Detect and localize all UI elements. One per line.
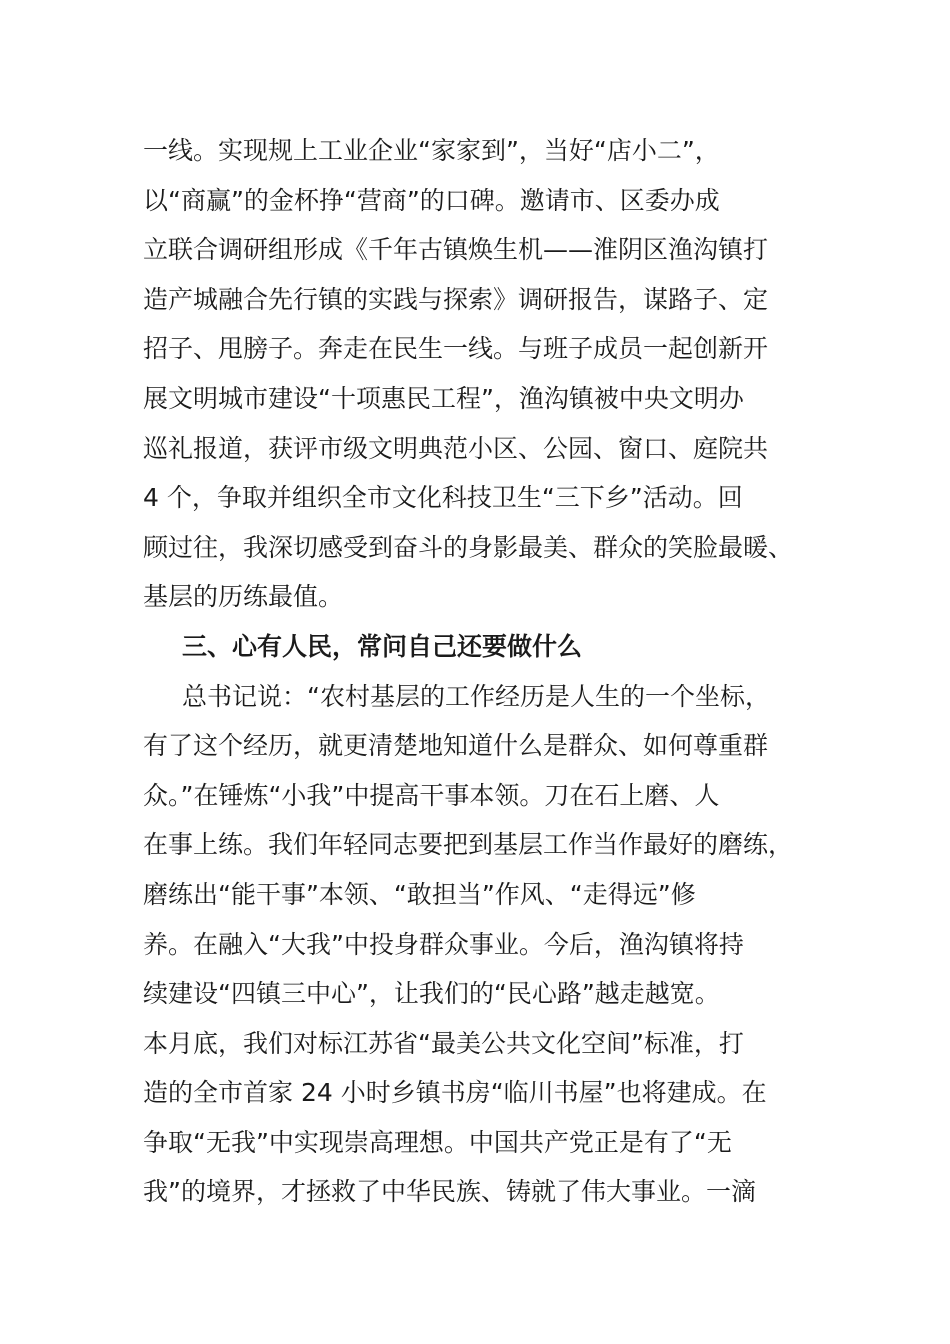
paragraph-first-line: 总书记说：“农村基层的工作经历是人生的一个坐标， xyxy=(182,681,770,711)
body-line: 4 个，争取并组织全市文化科技卫生“三下乡”活动。回 xyxy=(143,483,743,513)
body-line: 造产城融合先行镇的实践与探索》调研报告，谋路子、定 xyxy=(143,284,769,314)
body-line: 一线。实现规上工业企业“家家到”，当好“店小二”， xyxy=(143,136,720,165)
body-line: 有了这个经历，就更清楚地知道什么是群众、如何尊重群 xyxy=(143,731,769,761)
body-line: 招子、甩膀子。奔走在民生一线。与班子成员一起创新开 xyxy=(143,334,769,364)
body-line: 造的全市首家 24 小时乡镇书房“临川书屋”也将建成。在 xyxy=(143,1078,767,1108)
body-line: 养。在融入“大我”中投身群众事业。今后，渔沟镇将持 xyxy=(143,929,744,959)
body-line: 在事上练。我们年轻同志要把到基层工作当作最好的磨练， xyxy=(143,830,794,860)
body-line: 以“商赢”的金杯挣“营商”的口碑。邀请市、区委办成 xyxy=(143,185,720,215)
body-line: 立联合调研组形成《千年古镇焕生机——淮阴区渔沟镇打 xyxy=(143,235,769,265)
document-body xyxy=(143,126,813,1217)
section-heading: 三、心有人民，常问自己还要做什么 xyxy=(182,631,583,661)
body-line: 众。”在锤炼“小我”中提高干事本领。刀在石上磨、人 xyxy=(143,780,720,810)
body-line: 争取“无我”中实现崇高理想。中国共产党正是有了“无 xyxy=(143,1127,732,1157)
body-line: 顾过往，我深切感受到奋斗的身影最美、群众的笑脸最暖、 xyxy=(143,532,794,562)
body-line: 磨练出“能干事”本领、“敢担当”作风、“走得远”修 xyxy=(143,879,696,909)
body-line: 续建设“四镇三中心”，让我们的“民心路”越走越宽。 xyxy=(143,979,720,1009)
body-line: 展文明城市建设“十项惠民工程”，渔沟镇被中央文明办 xyxy=(143,383,744,413)
body-line: 巡礼报道，获评市级文明典范小区、公园、窗口、庭院共 xyxy=(143,433,769,463)
body-line: 我”的境界，才拯救了中华民族、铸就了伟大事业。一滴 xyxy=(143,1177,756,1207)
body-line: 本月底，我们对标江苏省“最美公共文化空间”标准，打 xyxy=(143,1028,744,1058)
body-line: 基层的历练最值。 xyxy=(143,582,344,612)
